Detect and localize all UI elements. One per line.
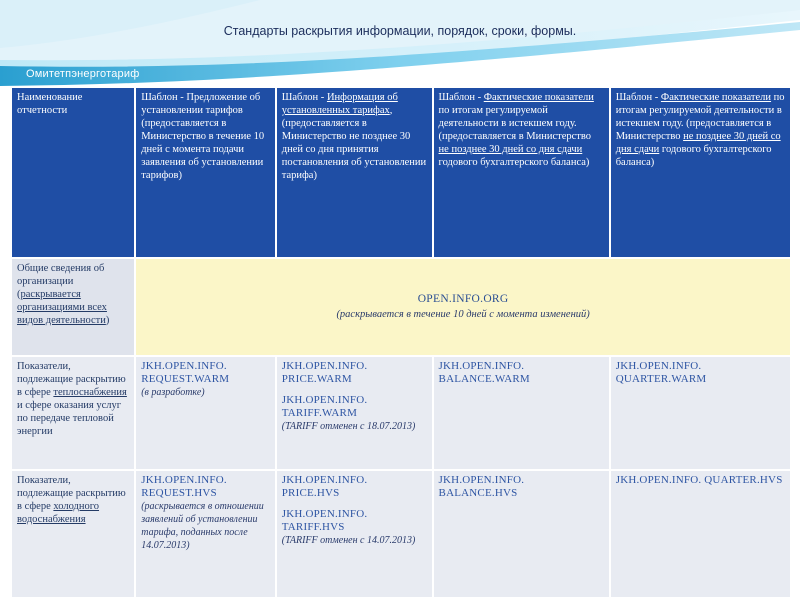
- organization-label: Омитетпэнерготариф: [26, 68, 140, 80]
- table-row: [12, 357, 790, 469]
- table-header-row: [12, 88, 790, 257]
- header-template-actual-1: Шаблон - Фактические показатели по итогам регулируемой деятельности в истекшем году. (предоставляется в Министерство не позднее 30 дней со дня сдачи годового бухгалтерского баланса): [434, 88, 609, 257]
- disclosure-standards-table: [10, 86, 792, 599]
- cell-balance-warm: JKH.OPEN.INFO. BALANCE.WARM: [434, 357, 609, 469]
- row-label-heat: Показатели, подлежащие раскрытию в сфере теплоснабжения и сфере оказания услуг по передаче тепловой энергии: [12, 357, 134, 469]
- cell-price-warm: JKH.OPEN.INFO. PRICE.WARM JKH.OPEN.INFO. TARIFF.WARM (TARIFF отменен с 18.07.2013): [277, 357, 432, 469]
- header-report-name: Наименование отчетности: [12, 88, 134, 257]
- open-info-org-note: (раскрывается в течение 10 дней с момента изменений): [336, 309, 590, 320]
- row-label-cold-water: Показатели, подлежащие раскрытию в сфере холодного водоснабжения: [12, 471, 134, 597]
- table-row: [12, 259, 790, 355]
- row-label-general: Общие сведения об организации (раскрывается организациями всех видов деятельности): [12, 259, 134, 355]
- cell-request-warm: JKH.OPEN.INFO. REQUEST.WARM (в разработке): [136, 357, 275, 469]
- header-template-proposal: Шаблон - Предложение об установлении тарифов (предоставляется в Министерство в течение 10 дней с момента подачи заявления об установлении тарифов): [136, 88, 275, 257]
- slide-title: Стандарты раскрытия информации, порядок, сроки, формы.: [223, 24, 577, 38]
- table-row: [12, 471, 790, 597]
- cell-price-hvs: JKH.OPEN.INFO. PRICE.HVS JKH.OPEN.INFO. TARIFF.HVS (TARIFF отменен с 14.07.2013): [277, 471, 432, 597]
- open-info-org-code: OPEN.INFO.ORG: [417, 293, 509, 305]
- actual-indicators-link-2[interactable]: Фактические показатели: [660, 92, 772, 103]
- cell-quarter-warm: JKH.OPEN.INFO. QUARTER.WARM: [611, 357, 790, 469]
- cell-quarter-hvs: JKH.OPEN.INFO. QUARTER.HVS: [611, 471, 790, 597]
- open-info-org-cell: [136, 259, 790, 355]
- header-template-actual-2: Шаблон - Фактические показатели по итогам регулируемой деятельности в истекшем году. (предоставляется в Министерство не позднее 30 дней со дня сдачи годового бухгалтерского баланса): [611, 88, 790, 257]
- actual-indicators-link-1[interactable]: Фактические показатели: [483, 92, 594, 103]
- tariffs-info-link[interactable]: Информация об установленных тарифах: [281, 92, 398, 116]
- cell-balance-hvs: JKH.OPEN.INFO. BALANCE.HVS: [434, 471, 609, 597]
- cell-request-hvs: JKH.OPEN.INFO. REQUEST.HVS (раскрывается в отношении заявлений об установлении тарифа, поданных после 14.07.2013): [136, 471, 275, 597]
- header-template-tariffs: Шаблон - Информация об установленных тарифах, (предоставляется в Министерство не позднее 30 дней со дня принятия постановления об установлении тарифа): [277, 88, 432, 257]
